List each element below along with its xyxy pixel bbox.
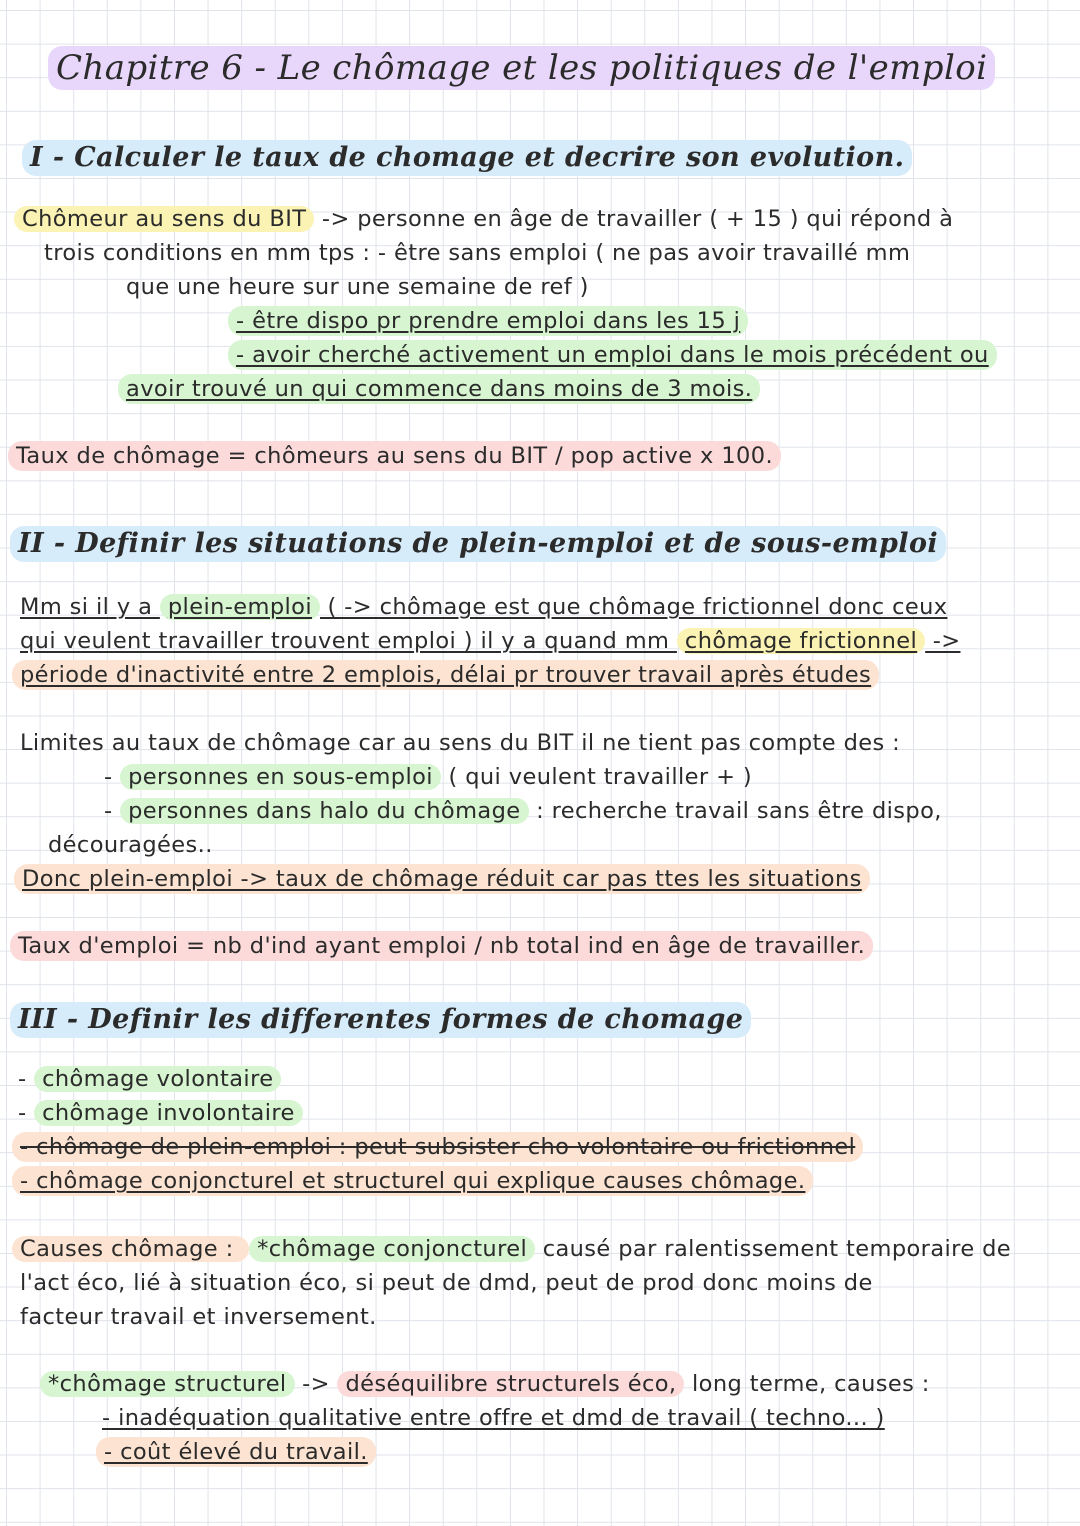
definition-line-1 bbox=[14, 204, 953, 234]
chomage-volontaire-term: chômage volontaire bbox=[34, 1066, 281, 1092]
chomage-conjoncturel-term: *chômage conjoncturel bbox=[249, 1236, 535, 1262]
definition-text: -> personne en âge de travailler ( + 15 ) qui répond à bbox=[314, 206, 954, 232]
condition-cherche: - avoir cherché activement un emploi dans le mois précédent ou bbox=[228, 340, 997, 370]
chomeur-bit-term: Chômeur au sens du BIT bbox=[14, 206, 314, 232]
text-fragment: qui veulent travailler trouvent emploi ) il y a quand mm bbox=[20, 628, 677, 654]
forme-plein-emploi: - chômage de plein-emploi : peut subsister cho volontaire ou frictionnel bbox=[12, 1132, 863, 1162]
condition-dispo: - être dispo pr prendre emploi dans les 15 j bbox=[228, 306, 748, 336]
forme-involontaire: - chômage involontaire bbox=[18, 1098, 303, 1128]
structurel-cause-2: - coût élevé du travail. bbox=[96, 1437, 376, 1467]
page-title: Chapitre 6 - Le chômage et les politiques de l'emploi bbox=[48, 46, 995, 90]
chomage-frictionnel-term: chômage frictionnel bbox=[677, 628, 925, 654]
definition-line-3: que une heure sur une semaine de ref ) bbox=[126, 274, 589, 300]
text-fragment: : recherche travail sans être dispo, bbox=[528, 798, 942, 824]
limites-line-1: Limites au taux de chômage car au sens du BIT il ne tient pas compte des : bbox=[20, 730, 901, 756]
forme-conjoncturel-structurel: - chômage conjoncturel et structurel qui explique causes chômage. bbox=[12, 1166, 813, 1196]
desequilibre-term: déséquilibre structurels éco, bbox=[337, 1371, 684, 1397]
causes-line-3: facteur travail et inversement. bbox=[20, 1304, 377, 1330]
formula-taux-emploi: Taux d'emploi = nb d'ind ayant emploi / nb total ind en âge de travailler. bbox=[10, 931, 873, 961]
donc-plein-emploi: Donc plein-emploi -> taux de chômage réduit car pas ttes les situations bbox=[14, 864, 870, 894]
forme-volontaire: - chômage volontaire bbox=[18, 1064, 281, 1094]
causes-label: Causes chômage : bbox=[12, 1236, 249, 1262]
halo-chomage-term: personnes dans halo du chômage bbox=[120, 798, 528, 824]
sous-emploi-term: personnes en sous-emploi bbox=[120, 764, 441, 790]
chomage-structurel-term: *chômage structurel bbox=[40, 1371, 295, 1397]
section-2-heading: II - Definir les situations de plein-emploi et de sous-emploi bbox=[10, 526, 946, 562]
structurel-line-1 bbox=[40, 1369, 930, 1399]
text-fragment: - bbox=[104, 798, 121, 824]
plein-emploi-term: plein-emploi bbox=[160, 594, 320, 620]
section-3-heading: III - Definir les differentes formes de chomage bbox=[10, 1002, 751, 1038]
causes-line-1 bbox=[12, 1234, 1011, 1264]
definition-line-2: trois conditions en mm tps : - être sans emploi ( ne pas avoir travaillé mm bbox=[44, 240, 911, 266]
plein-emploi-line-2 bbox=[20, 626, 960, 656]
text-fragment: Mm si il y a bbox=[20, 594, 160, 620]
text-fragment: long terme, causes : bbox=[684, 1371, 930, 1397]
text-fragment: -> bbox=[925, 628, 961, 654]
text-fragment: - bbox=[104, 764, 121, 790]
formula-taux-chomage: Taux de chômage = chômeurs au sens du BIT / pop active x 100. bbox=[8, 441, 781, 471]
section-1-heading: I - Calculer le taux de chomage et decrire son evolution. bbox=[22, 140, 912, 176]
structurel-cause-1: - inadéquation qualitative entre offre et dmd de travail ( techno... ) bbox=[102, 1405, 885, 1431]
limites-line-4: découragées.. bbox=[48, 832, 213, 858]
chomage-involontaire-term: chômage involontaire bbox=[34, 1100, 303, 1126]
plein-emploi-line-1 bbox=[20, 592, 947, 622]
limites-line-3 bbox=[104, 796, 942, 826]
text-fragment: -> bbox=[294, 1371, 338, 1397]
plein-emploi-line-3: période d'inactivité entre 2 emplois, délai pr trouver travail après études bbox=[12, 660, 879, 690]
text-fragment: ( qui veulent travailler + ) bbox=[440, 764, 753, 790]
limites-line-2 bbox=[104, 762, 752, 792]
causes-line-2: l'act éco, lié à situation éco, si peut de dmd, peut de prod donc moins de bbox=[20, 1270, 873, 1296]
text-fragment: causé par ralentissement temporaire de bbox=[535, 1236, 1012, 1262]
condition-trouve: avoir trouvé un qui commence dans moins de 3 mois. bbox=[118, 374, 760, 404]
text-fragment: ( -> chômage est que chômage frictionnel donc ceux bbox=[320, 594, 948, 620]
